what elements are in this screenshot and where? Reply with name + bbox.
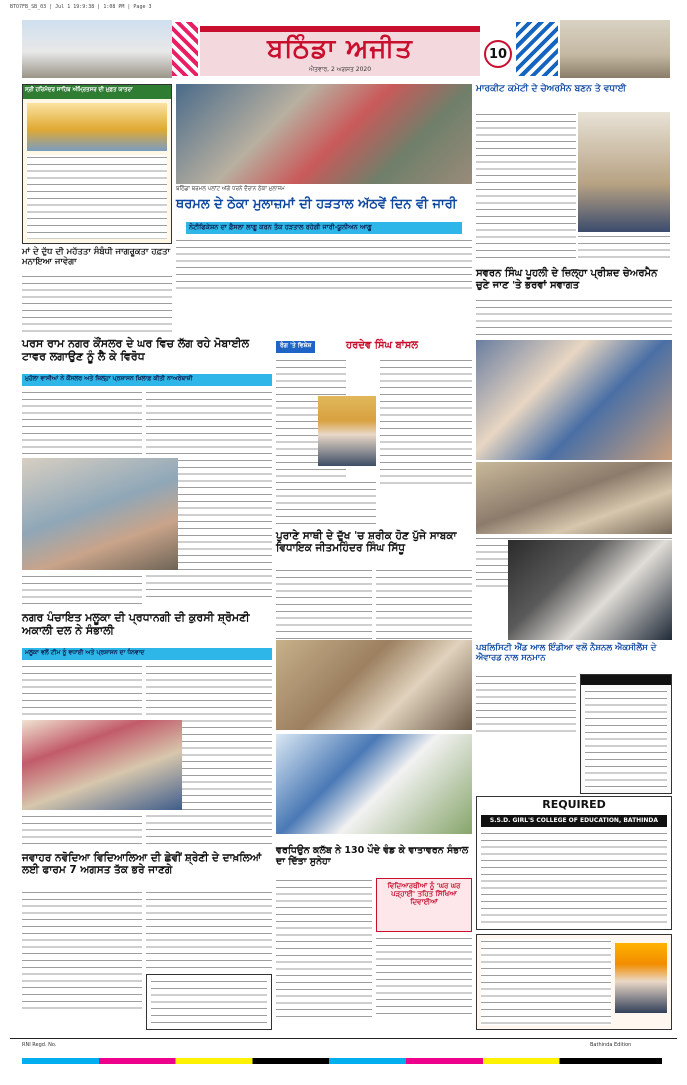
trees-text-2	[376, 936, 472, 1018]
tower-band: ਮੁਹੱਲਾ ਵਾਸੀਆਂ ਨੇ ਕੌਂਸਲਰ ਅਤੇ ਜ਼ਿਲ੍ਹਾ ਪ੍ਰਸ਼ਾਸਨ ਖ਼ਿਲਾਫ਼ ਕੀਤੀ ਨਾਅਰੇਬਾਜ਼ੀ	[22, 374, 272, 386]
mother-milk-headline: ਮਾਂ ਦੇ ਦੁੱਧ ਦੀ ਮਹੱਤਤਾ ਸੰਬੰਧੀ ਜਾਗਰੂਕਤਾ ਹਫ਼ਤਾ ਮਨਾਇਆ ਜਾਵੇਗਾ	[22, 247, 171, 267]
jnv-text-2	[146, 890, 272, 970]
side-ad-text	[585, 689, 667, 789]
tower-headline: ਪਰਸ ਰਾਮ ਨਗਰ ਕੌਂਸਲਰ ਦੇ ਘਰ ਵਿਚ ਲੱਗ ਰਹੇ ਮੋਬਾਈਲ ਟਾਵਰ ਲਗਾਉਣ ਨੂੰ ਲੈ ਕੇ ਵਿਰੋਧ	[22, 337, 250, 363]
college-ad-title: REQUIRED	[542, 798, 606, 811]
puhli-headline: ਸਵਰਨ ਸਿੰਘ ਪੂਹਲੀ ਦੇ ਜ਼ਿਲ੍ਹਾ ਪ੍ਰੀਸ਼ਦ ਚੇਅਰਮੈਨ ਚੁਣੇ ਜਾਣ 'ਤੇ ਭਰਵਾਂ ਸਵਾਗਤ	[476, 268, 658, 291]
right-top-portrait	[578, 112, 670, 232]
bottom-small-ad-text	[151, 979, 267, 1025]
award-photo	[508, 540, 672, 640]
hardev-tag: ਰੰਗ 'ਤੇ ਵਿਸ਼ੇਸ਼	[276, 341, 315, 353]
hardev-text-3	[276, 480, 376, 526]
award-headline: ਪਬਲਿਸਿਟੀ ਐਂਡ ਆਲ ਇੰਡੀਆ ਵਲੋਂ ਨੈਸ਼ਨਲ ਐਕਸੀਲੈਂਸ ਦੇ ਐਵਾਰਡ ਨਾਲ ਸਨਮਾਨ	[476, 643, 657, 663]
greeting-ad	[476, 934, 672, 1030]
trees-text-1	[276, 878, 372, 1018]
masthead-date: ਐਤਵਾਰ, 2 ਅਗਸਤ 2020	[308, 66, 372, 73]
trees-photo	[276, 734, 472, 834]
college-ad-name: S.S.D. GIRL'S COLLEGE OF EDUCATION, BATHINDA	[481, 815, 667, 827]
side-ad-header	[581, 675, 671, 685]
ad-text	[27, 155, 167, 239]
thermal-headline: ਥਰਮਲ ਦੇ ਠੇਕਾ ਮੁਲਾਜ਼ਮਾਂ ਦੀ ਹੜਤਾਲ ਅੱਠਵੇਂ ਦਿਨ ਵੀ ਜਾਰੀ	[176, 197, 457, 212]
students-box-text: ਵਿਦਿਆਰਥੀਆਂ ਨੂੰ 'ਘਰ ਘਰ ਪੜ੍ਹਾਈ' ਤਹਿਤ ਸਿੱਖਿਆ ਦਿਵਾਈਆਂ	[387, 882, 461, 907]
sidhu-headline: ਪੁਰਾਣੇ ਸਾਥੀ ਦੇ ਦੁੱਖ 'ਚ ਸ਼ਰੀਕ ਹੋਣ ਪੁੱਜੇ ਸਾਬਕਾ ਵਿਧਾਇਕ ਜੀਤਮਹਿੰਦਰ ਸਿੰਘ ਸਿੱਧੂ	[276, 530, 457, 555]
footer-left: RNI Regd. No.	[22, 1042, 57, 1048]
college-ad-text	[481, 831, 667, 927]
ad-photo	[27, 103, 167, 151]
sidhu-photo	[276, 640, 472, 730]
hardev-name: ਹਰਦੇਵ ਸਿੰਘ ਬਾਂਸਲ	[346, 340, 418, 351]
college-ad	[476, 796, 672, 930]
thermal-text	[176, 238, 472, 290]
right-top-headline: ਮਾਰਕੀਟ ਕਮੇਟੀ ਦੇ ਚੇਅਰਮੈਨ ਬਣਨ ਤੇ ਵਧਾਈ	[476, 84, 627, 94]
print-slug: BTO7FB_SB_03 | Jul 1 19:9:38 | 1:08 PM | Page 3	[10, 4, 152, 10]
masthead-pattern-left	[172, 22, 198, 76]
masthead-brand	[200, 26, 480, 76]
mother-milk-text	[22, 274, 172, 334]
hardev-text-2	[380, 358, 472, 488]
right-top-text	[476, 112, 576, 262]
maluka-photo	[22, 720, 182, 810]
puhli-photo	[476, 340, 672, 460]
right-top-text-2	[578, 234, 670, 262]
puhli-photo-2	[476, 462, 672, 534]
thermal-photo-caption: ਬਠਿੰਡਾ ਥਰਮਲ ਪਲਾਂਟ ਅੱਗੇ ਧਰਨੇ ਦੌਰਾਨ ਠੇਕਾ ਮੁਲਾਜ਼ਮ	[176, 186, 285, 192]
hardev-portrait	[318, 396, 376, 466]
trees-headline: ਵਰਧਿਉਨ ਕਲੱਬ ਨੇ 130 ਪੌਦੇ ਵੰਡ ਕੇ ਵਾਤਾਵਰਨ ਸੰਭਾਲ ਦਾ ਦਿੱਤਾ ਸੁਨੇਹਾ	[276, 845, 469, 867]
greeting-ad-text	[481, 939, 611, 1025]
masthead-photo-right	[560, 20, 670, 78]
page-number: 10	[484, 40, 512, 68]
thermal-protest-photo	[176, 84, 472, 184]
maluka-band: ਮਲੂਕਾ ਵਲੋਂ ਟੀਮ ਨੂੰ ਵਧਾਈ ਅਤੇ ਪ੍ਰਸ਼ਾਸਨ ਦਾ ਧੰਨਵਾਦ	[22, 648, 272, 660]
masthead-photo-left	[22, 20, 172, 78]
maluka-text-1	[22, 664, 142, 718]
side-ad	[580, 674, 672, 794]
golden-temple-ad	[22, 84, 172, 244]
tower-text-3	[22, 574, 142, 610]
footer-right: Bathinda Edition	[590, 1042, 632, 1048]
ad-title: ਸ੍ਰੀ ਹਰਿਮੰਦਰ ਸਾਹਿਬ ਅੰਮ੍ਰਿਤਸਰ ਦੀ ਮੁਫ਼ਤ ਯਾਤਰਾ	[23, 85, 171, 99]
jnv-headline: ਜਵਾਹਰ ਨਵੋਦਿਆ ਵਿਦਿਆਲਿਆ ਦੀ ਛੇਵੀਂ ਸ਼੍ਰੇਣੀ ਦੇ ਦਾਖ਼ਲਿਆਂ ਲਈ ਫਾਰਮ 7 ਅਗਸਤ ਤੱਕ ਭਰੇ ਜਾਣਗੇ	[22, 852, 262, 877]
hardev-header	[276, 340, 472, 354]
tower-text-1	[22, 390, 142, 454]
bottom-small-ad	[146, 974, 272, 1030]
puhli-text	[476, 298, 672, 338]
footer-rule	[10, 1038, 677, 1039]
masthead-title: ਬਠਿੰਡਾ ਅਜੀਤ	[267, 34, 413, 64]
students-box	[376, 878, 472, 932]
greeting-ad-portrait	[615, 943, 667, 1013]
jnv-text-1	[22, 890, 142, 1010]
color-registration-bar	[22, 1058, 662, 1064]
tower-protest-photo	[22, 458, 178, 570]
masthead-pattern-right	[516, 22, 558, 76]
award-text	[476, 674, 576, 734]
maluka-headline: ਨਗਰ ਪੰਚਾਇਤ ਮਲੂਕਾ ਦੀ ਪ੍ਰਧਾਨਗੀ ਦੀ ਕੁਰਸੀ ਸ਼੍ਰੋਮਣੀ ਅਕਾਲੀ ਦਲ ਨੇ ਸੰਭਾਲੀ	[22, 611, 250, 637]
maluka-text-3	[22, 814, 142, 844]
thermal-subheadline: ਨੋਟੀਫਿਕੇਸ਼ਨ ਦਾ ਫ਼ੈਸਲਾ ਲਾਗੂ ਕਰਨ ਤੱਕ ਹੜਤਾਲ ਰਹੇਗੀ ਜਾਰੀ-ਯੂਨੀਅਨ ਆਗੂ	[186, 222, 462, 234]
